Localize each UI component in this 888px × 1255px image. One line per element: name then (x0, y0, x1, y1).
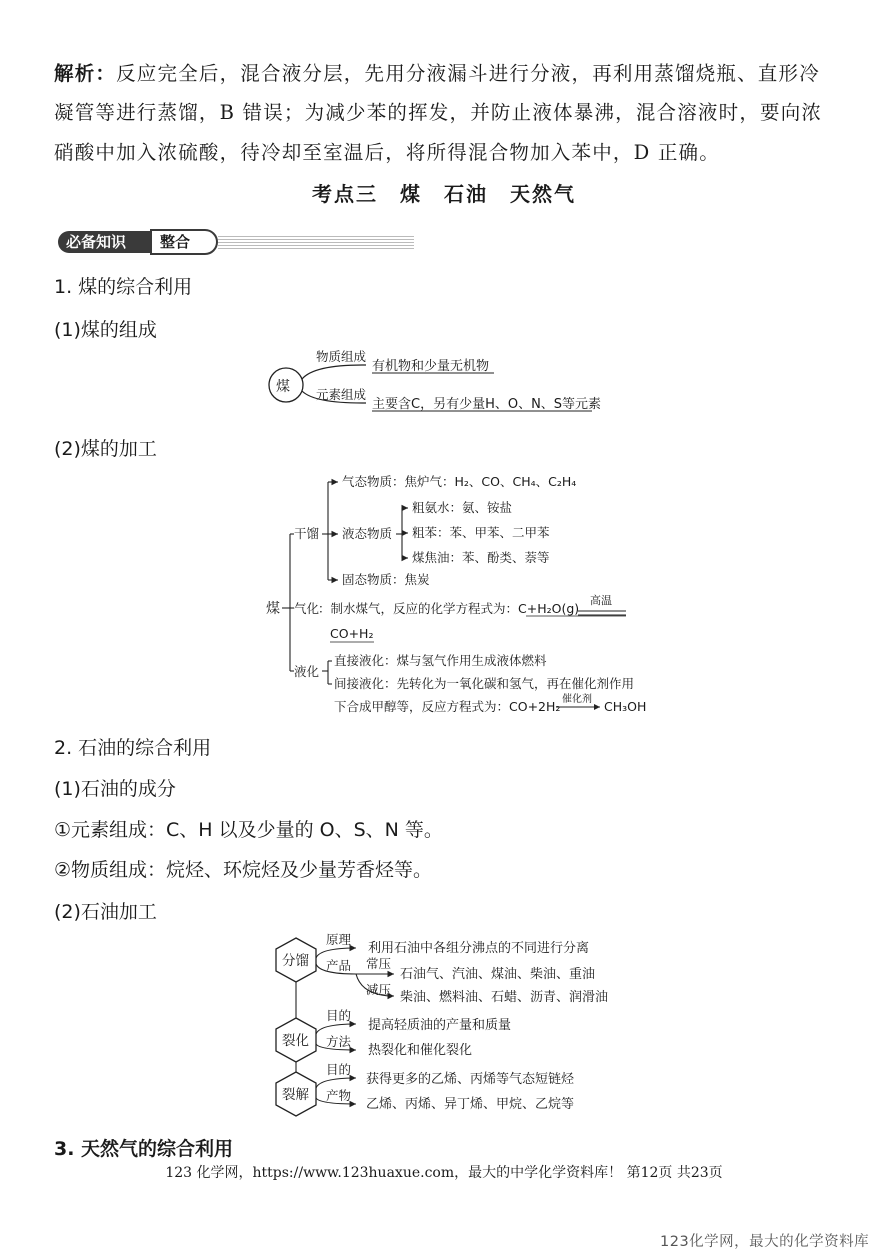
branch2-text: 主要含C，另有少量H、O、N、S等元素 (372, 397, 602, 412)
coal-composition-diagram (262, 345, 622, 425)
liquid-item-3: 煤焦油：苯、酚类、萘等 (412, 550, 550, 565)
principle-label: 原理 (326, 932, 352, 947)
fractionation-label: 分馏 (282, 953, 309, 969)
liquid-label: 液态物质 (342, 526, 393, 541)
indirect-liquefy-2: 下合成甲醇等，反应方程式为：CO+2H₂ (334, 699, 561, 714)
pyro-product-text: 乙烯、丙烯、异丁烯、甲烷、乙烷等 (366, 1097, 575, 1112)
crack-purpose-label: 目的 (326, 1008, 352, 1023)
crack-method-text: 热裂化和催化裂化 (368, 1043, 473, 1058)
banner-left-label: 必备知识 (58, 231, 166, 253)
pyro-purpose-label: 目的 (326, 1062, 352, 1077)
liquid-item-1: 粗氨水：氨、铵盐 (412, 500, 513, 515)
liquid-item-2: 粗苯：苯、甲苯、二甲苯 (412, 525, 550, 540)
petroleum-element-line: ①元素组成：C、H 以及少量的 O、S、N 等。 (54, 819, 443, 841)
crack-purpose-arrow (316, 1024, 356, 1034)
banner-right-label: 整合 (150, 229, 218, 255)
gasify-text: ：制水煤气，反应的化学方程式为：C+H₂O(g) (318, 601, 580, 616)
petroleum-processing-diagram (266, 930, 626, 1118)
gas-text: 气态物质：焦炉气：H₂、CO、CH₄、C₂H₄ (342, 474, 577, 489)
branch1-text: 有机物和少量无机物 (372, 359, 490, 374)
dry-distill-label: 干馏 (294, 526, 320, 541)
petroleum-composition-heading: (1)石油的成分 (54, 778, 176, 800)
principle-text: 利用石油中各组分沸点的不同进行分离 (368, 941, 590, 956)
knowledge-banner (58, 229, 414, 255)
gasify-product: CO+H₂ (330, 626, 374, 641)
coal-processing-diagram (260, 466, 647, 724)
coal-heading: 1. 煤的综合利用 (54, 276, 193, 298)
pyro-product-label: 产物 (326, 1088, 352, 1103)
gasify-condition: 高温 (590, 594, 612, 607)
branch2-label: 元素组成 (316, 387, 367, 402)
analysis-label: 解析： (54, 62, 117, 85)
product-label: 产品 (326, 958, 352, 973)
branch1-label: 物质组成 (316, 349, 367, 364)
atm-text: 石油气、汽油、煤油、柴油、重油 (400, 967, 596, 982)
coal-center-label: 煤 (276, 379, 290, 395)
coal-processing-heading: (2)煤的加工 (54, 438, 157, 460)
vac-label: 减压 (366, 982, 392, 997)
section-title: 考点三 煤 石油 天然气 (312, 182, 576, 206)
cracking-label: 裂化 (282, 1033, 309, 1049)
root-label: 煤 (266, 601, 280, 617)
pyro-purpose-arrow (316, 1078, 356, 1088)
principle-arrow (316, 948, 356, 958)
direct-liquefy: 直接液化：煤与氢气作用生成液体燃料 (334, 653, 547, 668)
branch1-line (302, 365, 366, 379)
pyrolysis-label: 裂解 (282, 1087, 309, 1103)
analysis-line-2: 凝管等进行蒸馏，B 错误；为减少苯的挥发，并防止液体暴沸，混合溶液时，要向浓 (54, 101, 823, 124)
natural-gas-heading: 3. 天然气的综合利用 (54, 1138, 234, 1160)
analysis-line-3: 硝酸中加入浓硫酸，待冷却至室温后，将所得混合物加入苯中，D 正确。 (54, 141, 720, 164)
solid-text: 固态物质：焦炭 (342, 572, 430, 587)
indirect-product: CH₃OH (604, 699, 647, 714)
indirect-liquefy-1: 间接液化：先转化为一氧化碳和氢气，再在催化剂作用 (334, 676, 635, 691)
analysis-line-1: 解析：反应完全后，混合液分层，先用分液漏斗进行分液，再利用蒸馏烧瓶、直形冷 (54, 62, 820, 85)
vac-text: 柴油、燃料油、石蜡、沥青、润滑油 (400, 990, 609, 1005)
gasify-label: 气化 (294, 601, 320, 616)
crack-purpose-text: 提高轻质油的产量和质量 (368, 1018, 512, 1033)
indirect-condition: 催化剂 (562, 694, 592, 705)
banner-hatch (218, 235, 414, 249)
petroleum-processing-heading: (2)石油加工 (54, 901, 157, 923)
liquefy-label: 液化 (294, 664, 320, 679)
watermark: 123化学网，最大的化学资料库 (660, 1234, 870, 1250)
coal-composition-heading: (1)煤的组成 (54, 319, 157, 341)
atm-label: 常压 (366, 956, 392, 971)
pyro-purpose-text: 获得更多的乙烯、丙烯等气态短链烃 (366, 1072, 575, 1087)
page-footer: 123 化学网，https://www.123huaxue.com，最大的中学化学资料库！ 第12页 共23页 (165, 1165, 723, 1181)
petroleum-heading: 2. 石油的综合利用 (54, 737, 212, 759)
crack-method-label: 方法 (326, 1034, 352, 1049)
petroleum-substance-line: ②物质组成：烷烃、环烷烃及少量芳香烃等。 (54, 859, 433, 881)
